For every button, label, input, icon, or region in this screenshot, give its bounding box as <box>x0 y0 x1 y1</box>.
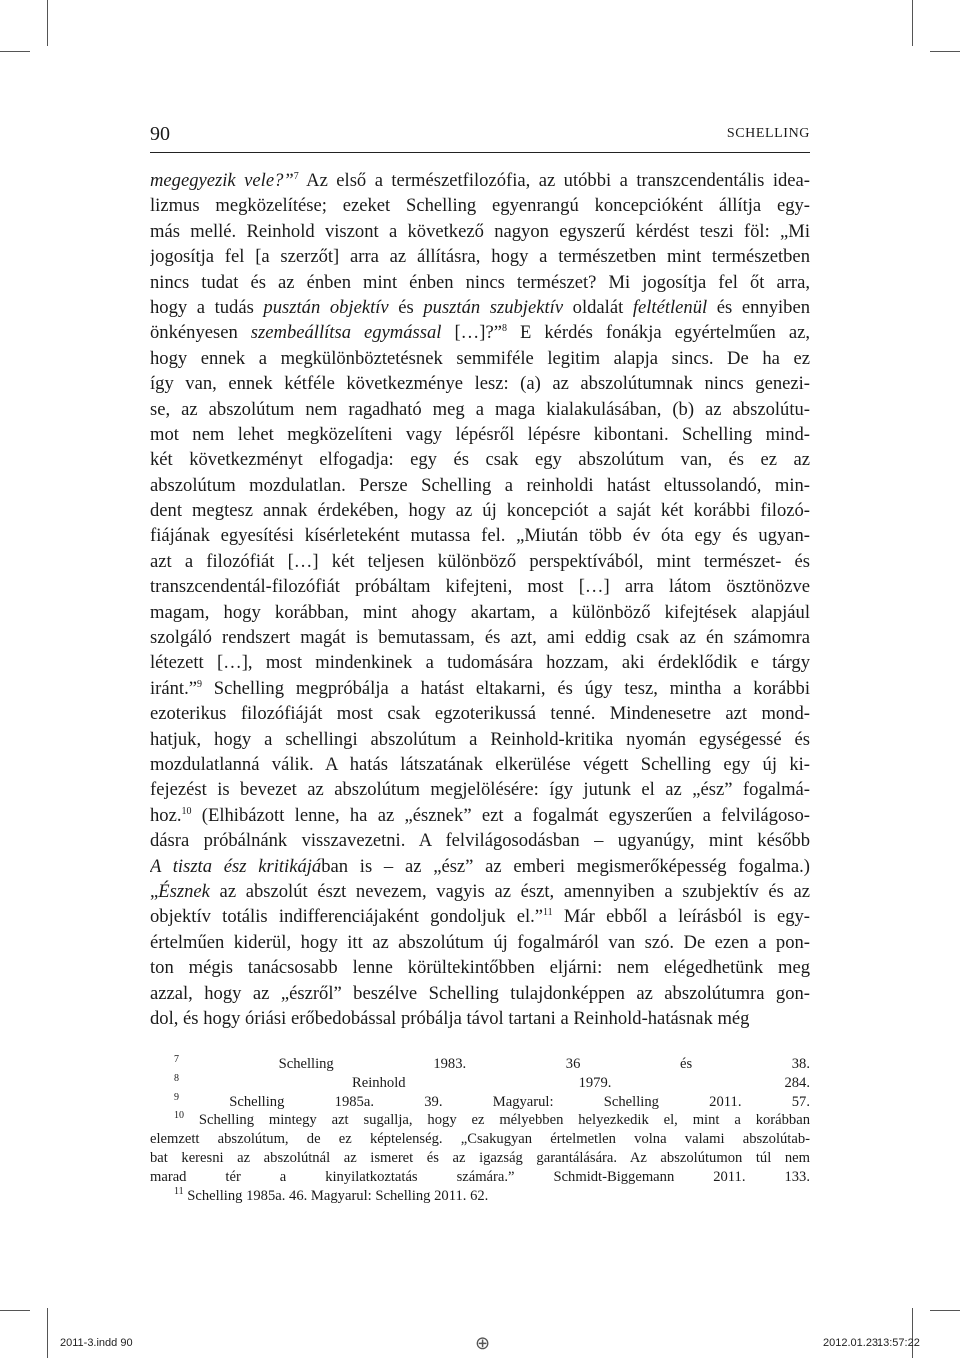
crop-mark-top-left <box>47 0 48 46</box>
text-run: más mellé. Reinhold viszont a következő nagyon egyszerű kérdést teszi föl: „Mi <box>150 220 810 242</box>
text-run: […]?” <box>441 322 502 344</box>
text-run: dásra próbálnánk visszavezetni. A felvilágosodásban – ugyanúgy, mint később <box>150 830 810 852</box>
text-run: lizmus megközelítése; ezeket Schelling egyenrangú koncepcióként állítja egy- <box>150 195 810 217</box>
text-run: és <box>388 296 424 318</box>
text-run: létezett […], most mindenkinek a tudomására hozzam, aki érdeklődik e tárgy <box>150 652 810 674</box>
footnote-marker: 9 <box>174 1092 179 1103</box>
text-run: megegyezik vele?” <box>150 170 294 191</box>
text-run: jogosítja fel [a szerzőt] arra az állításra, hogy a természetben mint természetben <box>150 246 810 268</box>
text-run: az abszolút észt nevezem, vagyis az észt, amennyiben a szubjektív és az <box>209 880 810 902</box>
body-line <box>150 854 810 879</box>
text-run: Már ebből a leírásból is egy- <box>552 906 810 928</box>
text-run: önkényesen <box>150 322 251 344</box>
body-line <box>150 193 810 218</box>
body-line <box>150 244 810 269</box>
body-line <box>150 803 810 828</box>
footnotes <box>150 1055 810 1205</box>
text-run: bat keresni az abszolútnál az ismeret és az igazság garantálására. Az abszolútumon túl nem <box>150 1149 810 1166</box>
body-line <box>150 320 810 345</box>
text-run: pusztán szubjektív <box>423 296 564 318</box>
text-run: és ennyiben <box>707 296 810 318</box>
header-rule <box>150 152 810 153</box>
text-run: értelműen kiderül, hogy itt az abszolútum új fogalmáról van szó. De ezen a pon- <box>150 931 810 953</box>
footnote-line <box>150 1111 810 1130</box>
text-run: Észnek <box>158 880 210 902</box>
text-run: dent megtesz annak érdekében, hogy az új koncepciót a saját két korábbi filozó- <box>150 500 810 522</box>
text-run: magam, hogy korábban, mint ahogy akartam, a különböző kifejtések alapjául <box>150 601 810 623</box>
crop-mark-bottom-right-h <box>930 1310 960 1311</box>
text-run: hogy a tudás <box>150 296 264 318</box>
text-run: hoz. <box>150 804 182 826</box>
body-line <box>150 727 810 752</box>
text-run: így van, ennek kétféle következménye lesz: (a) az abszolútumnak nincs genezi- <box>150 373 810 395</box>
text-run: mozdulatlanná válik. A hatás látszatának elkerülése végett Schelling egy új ki- <box>150 753 810 775</box>
body-line <box>150 346 810 371</box>
text-run: marad tér a kinyilatkoztatás számára.” Schmidt-Biggemann 2011. 133. <box>150 1168 810 1185</box>
text-run: E kérdés fonákja egyértelműen az, <box>506 322 810 344</box>
text-run: dol, és hogy óriási erőbedobással próbálja távol tartani a Reinhold-hatásnak még <box>150 1007 750 1029</box>
text-run: Schelling megpróbálja a hatást eltakarni, és úgy tesz, mintha a korábbi <box>201 677 810 699</box>
footnote-marker: 11 <box>543 907 553 919</box>
body-line <box>150 650 810 675</box>
text-run: Az első a természetfilozófia, az utóbbi a transzcendentális idea- <box>298 170 810 191</box>
footnote-marker: 10 <box>174 1111 184 1122</box>
text-run: (Elhibázott lenne, ha az „észnek” ezt a fogalmát egyszerűen a felvilágoso- <box>191 804 810 826</box>
body-line <box>150 498 810 523</box>
body-line <box>150 422 810 447</box>
print-slug <box>0 1335 960 1355</box>
footnote-marker: 10 <box>181 805 192 817</box>
slug-time: 13:57:22 <box>877 1337 920 1349</box>
text-run: abszolútum mozdulatlan. Persze Schelling a reinholdi hatást eltussolandó, min- <box>150 474 810 496</box>
footnote-marker: 11 <box>174 1186 184 1197</box>
text-run: „ <box>150 880 159 902</box>
body-line <box>150 701 810 726</box>
text-run: iránt.” <box>150 677 197 699</box>
text-run: objektív totális indifferenciájaként gondoljuk el.” <box>150 906 544 928</box>
text-run: ban is – az „ész” az emberi megismerőképesség fogalma.) <box>321 855 810 877</box>
footnote-marker: 7 <box>174 1055 179 1066</box>
footnote-line <box>150 1149 810 1168</box>
body-line <box>150 879 810 904</box>
body-line <box>150 523 810 548</box>
text-run: transzcendentál-filozófiát próbáltam kifejteni, most […] arra látom ösztönözve <box>150 576 810 598</box>
footnote-line <box>150 1055 810 1074</box>
page-header <box>150 122 810 148</box>
body-line <box>150 168 810 193</box>
text-run: fejezést is bevezet az abszolútum megjelölésére: így jutunk el az „ész” fogalmá- <box>150 779 810 801</box>
body-line <box>150 397 810 422</box>
running-head: SCHELLING <box>726 126 810 141</box>
body-line <box>150 371 810 396</box>
text-run: azt a filozófiát […] két teljesen különböző perspektívából, mint természet- és <box>150 550 810 572</box>
footnote-marker: 9 <box>196 678 202 690</box>
text-run: Schelling 1985a. 39. Magyarul: Schelling 2011. 57. <box>179 1093 810 1110</box>
body-line <box>150 600 810 625</box>
text-run: A tiszta ész kritikájá <box>150 855 322 877</box>
body-line <box>150 981 810 1006</box>
text-run: Reinhold 1979. 284. <box>179 1074 810 1091</box>
text-run: ezoterikus filozófiáját most csak egzoterikussá tenné. Mindenesetre azt mond- <box>150 703 810 725</box>
body-line <box>150 955 810 980</box>
body-line <box>150 930 810 955</box>
body-line <box>150 676 810 701</box>
crop-mark-top-right <box>912 0 913 46</box>
text-run: hatjuk, hogy a schellingi abszolútum a Reinhold-kritika nyomán egységessé és <box>150 728 810 750</box>
text-run: szolgáló rendszert magát is bemutassam, és azt, ami eddig csak az én számomra <box>150 627 810 649</box>
body-line <box>150 752 810 777</box>
body-line <box>150 219 810 244</box>
footnote-line <box>150 1168 810 1187</box>
text-run: szembeállítsa egymással <box>250 322 442 344</box>
body-line <box>150 447 810 472</box>
text-run: azzal, hogy az „észről” beszélve Schelling tulajdonképpen az abszolútumra gon- <box>150 982 810 1004</box>
footnote-marker: 8 <box>174 1073 179 1084</box>
text-run: nincs tudat és az énben mint énben nincs természet? Mi jogosítja fel őt arra, <box>150 271 810 293</box>
page-number: 90 <box>150 123 170 145</box>
body-line <box>150 625 810 650</box>
text-run: oldalát <box>563 296 633 318</box>
text-run: pusztán objektív <box>263 296 389 318</box>
footnote-line <box>150 1130 810 1149</box>
footnote-line <box>150 1187 810 1206</box>
text-run: Schelling mintegy azt sugallja, hogy ez mélyebben helyezkedik el, mint a korábban <box>184 1112 810 1129</box>
body-line <box>150 549 810 574</box>
crop-mark-bottom-left-h <box>0 1310 30 1311</box>
body-text <box>150 168 810 1031</box>
footnote-line <box>150 1093 810 1112</box>
text-run: mot nem lehet megközelíteni vagy lépésről lépésre kibontani. Schelling mind- <box>150 423 810 445</box>
text-run: feltétlenül <box>632 296 708 318</box>
crop-mark-top-right-h <box>930 51 960 52</box>
text-run: Schelling 1983. 36 és 38. <box>179 1056 810 1072</box>
text-run: se, az abszolútum nem ragadható meg a maga kialakulásában, (b) az abszolútu- <box>150 398 810 420</box>
footnote-line <box>150 1074 810 1093</box>
body-line <box>150 904 810 929</box>
text-run: elemzett abszolútum, de ez képtelenség. „Csakugyan értelmetlen volna valami abszolútab- <box>150 1131 810 1148</box>
text-run: két következményt elfogadja: egy és csak egy abszolútum van, és ez az <box>150 449 810 471</box>
body-line <box>150 777 810 802</box>
text-run: fiájának egyesítési kísérleteként mutassa fel. „Miután több év óta egy és ugyan- <box>150 525 810 547</box>
slug-date: 2012.01.23. <box>823 1337 882 1349</box>
text-run: hogy ennek a megkülönböztetésnek semmiféle legitim alapja sincs. De ha ez <box>150 347 810 369</box>
slug-file: 2011-3.indd 90 <box>60 1337 133 1349</box>
registration-mark-icon: ⊕ <box>475 1333 491 1353</box>
body-line <box>150 828 810 853</box>
body-line <box>150 473 810 498</box>
body-line <box>150 1006 810 1031</box>
footnote-marker: 7 <box>293 170 299 182</box>
body-line <box>150 270 810 295</box>
body-line <box>150 574 810 599</box>
footnote-marker: 8 <box>501 323 507 335</box>
text-run: ton mégis tanácsosabb lenne körültekintőbben eljárni: nem elégedhetünk meg <box>150 957 810 979</box>
crop-mark-top-left-h <box>0 51 30 52</box>
body-line <box>150 295 810 320</box>
text-run: Schelling 1985a. 46. Magyarul: Schelling 2011. 62. <box>183 1187 489 1204</box>
